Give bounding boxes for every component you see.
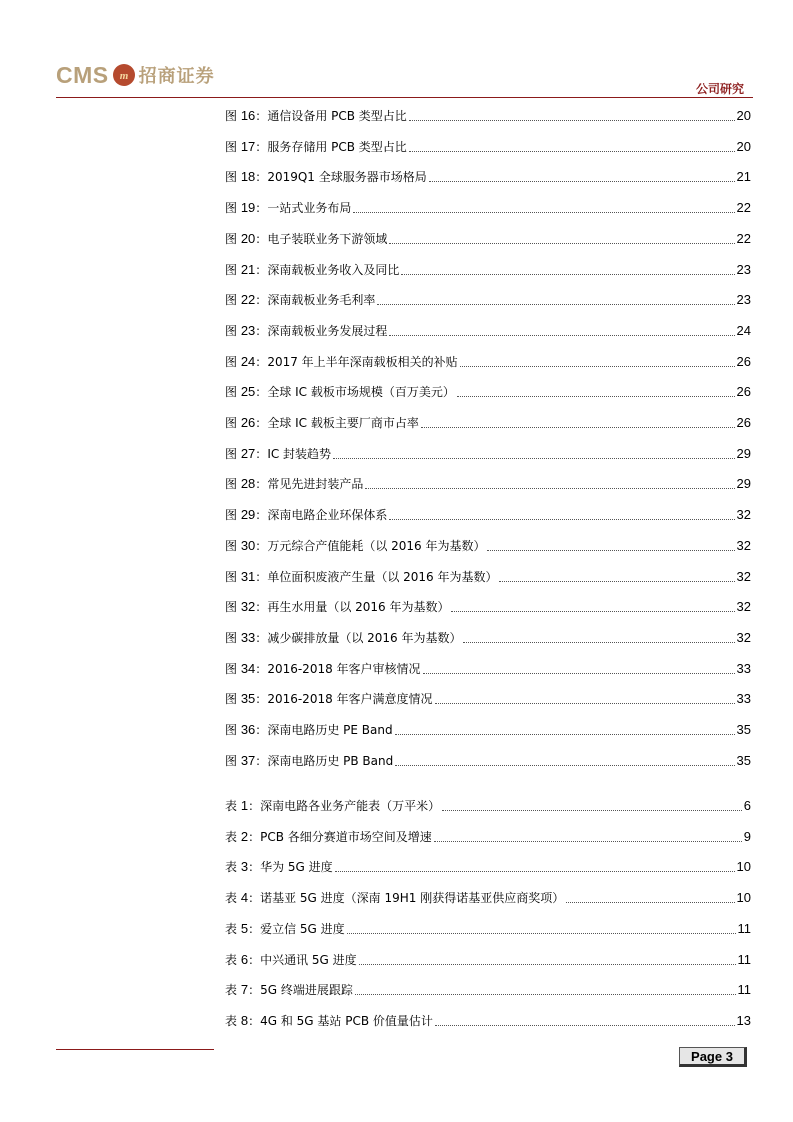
toc-entry[interactable] xyxy=(225,660,751,678)
toc-entry[interactable] xyxy=(225,889,751,907)
toc-entry-page: 29 xyxy=(736,445,751,461)
toc-entry-title: 单位面积废液产生量（以 2016 年为基数） xyxy=(267,569,498,584)
toc-entry-page: 6 xyxy=(743,798,751,813)
toc-entry-prefix: 表 xyxy=(225,799,241,813)
toc-entry-label: 表 3：华为 5G 进度 xyxy=(225,859,333,875)
toc-entry-page: 32 xyxy=(736,599,751,615)
toc-entry-number: 28 xyxy=(240,476,256,492)
toc-entry-title: 深南电路各业务产能表（万平米） xyxy=(260,799,441,813)
toc-entry-page: 33 xyxy=(736,691,751,707)
toc-entry-page: 33 xyxy=(736,660,751,676)
toc-entry-label: 图 29：深南电路企业环保体系 xyxy=(225,507,388,523)
toc-leader-dots xyxy=(401,274,734,275)
toc-entry-prefix: 图 xyxy=(225,569,241,584)
toc-entry-page: 10 xyxy=(736,859,751,875)
toc-leader-dots xyxy=(460,366,735,367)
toc-entry[interactable] xyxy=(225,230,751,248)
toc-entry-title: 全球 IC 载板市场规模（百万美元） xyxy=(267,385,455,400)
toc-entry-title: PCB 各细分赛道市场空间及增速 xyxy=(260,829,432,844)
toc-entry-label: 图 23：深南载板业务发展过程 xyxy=(225,322,388,338)
toc-entry[interactable] xyxy=(225,475,751,493)
toc-leader-dots xyxy=(435,1025,735,1026)
toc-entry[interactable] xyxy=(225,568,751,586)
toc-entry-page: 29 xyxy=(736,476,751,492)
toc-entry-page: 35 xyxy=(736,722,751,737)
toc-leader-dots xyxy=(353,212,734,213)
toc-entry-label: 图 28：常见先进封装产品 xyxy=(225,476,364,492)
toc-entry-page: 26 xyxy=(736,384,751,400)
toc-entry-number: 36 xyxy=(240,722,256,737)
toc-entry-title: 中兴通讯 5G 进度 xyxy=(260,952,357,967)
header-divider xyxy=(56,97,753,98)
toc-entry[interactable] xyxy=(225,797,751,815)
toc-leader-dots xyxy=(442,810,742,811)
toc-entry-title: 深南电路企业环保体系 xyxy=(267,508,388,523)
toc-entry-label: 图 26：全球 IC 载板主要厂商市占率 xyxy=(225,415,419,430)
toc-entry-label: 图 21：深南载板业务收入及同比 xyxy=(225,261,400,277)
toc-entry-page: 35 xyxy=(736,752,751,768)
toc-entry[interactable] xyxy=(225,138,751,156)
toc-leader-dots xyxy=(487,550,734,551)
toc-entry-title: IC 封装趋势 xyxy=(267,446,332,461)
toc-entry-prefix: 表 xyxy=(225,891,241,906)
toc-entry-number: 35 xyxy=(240,691,256,707)
toc-entry-label: 表 6：中兴通讯 5G 进度 xyxy=(225,951,357,967)
toc-entry-number: 31 xyxy=(240,568,256,584)
toc-entry[interactable] xyxy=(225,414,751,432)
toc-entry-prefix: 表 xyxy=(225,921,241,936)
toc-entry[interactable] xyxy=(225,383,751,401)
toc-entry-title: 2017 年上半年深南载板相关的补贴 xyxy=(267,354,458,369)
toc-leader-dots xyxy=(333,458,734,459)
toc-entry-number: 2 xyxy=(240,828,249,844)
toc-entry-label: 图 16：通信设备用 PCB 类型占比 xyxy=(225,108,407,123)
toc-entry-prefix: 图 xyxy=(225,723,241,737)
toc-entry-label: 图 33：减少碳排放量（以 2016 年为基数） xyxy=(225,629,462,645)
toc-entry-page: 10 xyxy=(736,890,751,906)
toc-entry-page: 11 xyxy=(737,920,751,936)
toc-entry[interactable] xyxy=(225,721,751,739)
toc-entry-number: 34 xyxy=(240,660,256,676)
toc-entry-label: 表 5：爱立信 5G 进度 xyxy=(225,920,345,936)
toc-entry-number: 6 xyxy=(240,951,249,967)
toc-entry-page: 20 xyxy=(736,108,751,123)
toc-entry-label: 表 8：4G 和 5G 基站 PCB 价值量估计 xyxy=(225,1012,433,1028)
toc-entry-number: 37 xyxy=(240,752,256,768)
toc-entry-number: 21 xyxy=(240,261,256,277)
toc-entry-page: 11 xyxy=(737,982,751,998)
toc-entry-title: 4G 和 5G 基站 PCB 价值量估计 xyxy=(260,1013,433,1028)
toc-entry-prefix: 图 xyxy=(225,600,241,615)
toc-entry-prefix: 图 xyxy=(225,293,241,308)
toc-entry-title: 2016-2018 年客户审核情况 xyxy=(267,661,421,676)
toc-entry-number: 25 xyxy=(240,384,256,400)
toc-entry-page: 23 xyxy=(736,261,751,277)
toc-entry-label: 图 35：2016-2018 年客户满意度情况 xyxy=(225,691,433,707)
toc-leader-dots xyxy=(395,765,734,766)
toc-entry-number: 7 xyxy=(240,982,249,998)
toc-entry-prefix: 图 xyxy=(225,170,241,185)
toc-entry-title: 5G 终端进展跟踪 xyxy=(260,983,353,998)
toc-entry-title: 华为 5G 进度 xyxy=(260,860,333,875)
toc-entry-prefix: 图 xyxy=(225,538,241,553)
toc-entry-prefix: 图 xyxy=(225,692,241,707)
toc-entry-page: 26 xyxy=(736,353,751,369)
toc-entry-page: 24 xyxy=(736,322,751,338)
toc-entry-title: 深南载板业务发展过程 xyxy=(267,323,388,338)
toc-entry-label: 图 27：IC 封装趋势 xyxy=(225,445,332,461)
toc-entry-prefix: 图 xyxy=(225,385,241,400)
toc-entry-title: 电子装联业务下游领域 xyxy=(267,231,388,246)
toc-entry-number: 19 xyxy=(240,200,256,216)
toc-entry-prefix: 图 xyxy=(225,354,241,369)
toc-entry-label: 图 32：再生水用量（以 2016 年为基数） xyxy=(225,599,450,615)
toc-leader-dots xyxy=(435,703,735,704)
toc-leader-dots xyxy=(409,151,735,152)
toc-entry-number: 32 xyxy=(240,599,256,615)
toc-leader-dots xyxy=(359,964,736,965)
toc-leader-dots xyxy=(389,519,734,520)
toc-entry-label: 表 2：PCB 各细分赛道市场空间及增速 xyxy=(225,828,432,844)
toc-entry[interactable] xyxy=(225,629,751,647)
toc-leader-dots xyxy=(395,734,735,735)
toc-leader-dots xyxy=(434,841,742,842)
toc-entry[interactable] xyxy=(225,752,751,770)
toc-leader-dots xyxy=(499,581,734,582)
toc-entry-prefix: 图 xyxy=(225,139,241,154)
toc-entry-label: 图 17：服务存储用 PCB 类型占比 xyxy=(225,138,407,154)
toc-entry-page: 32 xyxy=(736,568,751,584)
toc-leader-dots xyxy=(389,335,734,336)
toc-entry[interactable] xyxy=(225,322,751,340)
toc-entry[interactable] xyxy=(225,828,751,846)
toc-leader-dots xyxy=(421,427,735,428)
toc-entry-label: 图 24：2017 年上半年深南载板相关的补贴 xyxy=(225,353,458,369)
toc-entry[interactable] xyxy=(225,445,751,463)
toc-leader-dots xyxy=(347,933,736,934)
toc-entry-prefix: 表 xyxy=(225,829,241,844)
toc-leader-dots xyxy=(423,673,735,674)
toc-entry[interactable] xyxy=(225,951,751,969)
toc-leader-dots xyxy=(377,304,734,305)
toc-entry[interactable] xyxy=(225,168,751,186)
toc-entry-label: 图 19：一站式业务布局 xyxy=(225,200,352,216)
toc-leader-dots xyxy=(566,902,734,903)
toc-entry-label: 表 4：诺基亚 5G 进度（深南 19H1 刚获得诺基亚供应商奖项） xyxy=(225,890,565,906)
toc-entry-title: 全球 IC 载板主要厂商市占率 xyxy=(267,416,419,430)
toc-entry[interactable] xyxy=(225,291,751,309)
toc-entry-page: 26 xyxy=(736,415,751,430)
toc-leader-dots xyxy=(451,611,734,612)
toc-entry-title: 常见先进封装产品 xyxy=(267,477,364,492)
toc-entry-number: 30 xyxy=(240,537,256,553)
toc-entry-title: 一站式业务布局 xyxy=(267,201,352,216)
toc-entry-number: 5 xyxy=(240,920,249,936)
toc-entry-number: 27 xyxy=(240,445,256,461)
toc-entry[interactable] xyxy=(225,858,751,876)
toc-leader-dots xyxy=(335,871,735,872)
toc-entry-title: 深南载板业务毛利率 xyxy=(267,293,376,308)
toc-entry[interactable] xyxy=(225,598,751,616)
toc-entry-title: 通信设备用 PCB 类型占比 xyxy=(267,109,407,123)
toc-entry-number: 33 xyxy=(240,629,256,645)
toc-entry-title: 诺基亚 5G 进度（深南 19H1 刚获得诺基亚供应商奖项） xyxy=(260,891,565,906)
toc-leader-dots xyxy=(355,994,736,995)
toc-entry-prefix: 图 xyxy=(225,231,241,246)
toc-entry-page: 32 xyxy=(736,537,751,553)
toc-entry-title: 减少碳排放量（以 2016 年为基数） xyxy=(267,630,462,645)
toc-entry-label: 图 18：2019Q1 全球服务器市场格局 xyxy=(225,169,427,185)
logo-latin: CMS xyxy=(56,61,109,88)
toc-entry-label: 图 20：电子装联业务下游领域 xyxy=(225,230,388,246)
toc-leader-dots xyxy=(463,642,734,643)
toc-entry-page: 13 xyxy=(736,1012,751,1028)
toc-entry-page: 32 xyxy=(736,629,751,645)
toc-entry-prefix: 图 xyxy=(225,323,241,338)
toc-entry-prefix: 图 xyxy=(225,446,241,461)
toc-entry-label: 图 36：深南电路历史 PE Band xyxy=(225,722,393,737)
toc-entry[interactable] xyxy=(225,537,751,555)
section-label: 公司研究 xyxy=(695,82,744,96)
toc-entry[interactable] xyxy=(225,981,751,999)
svg-text:m: m xyxy=(119,70,128,82)
toc-entry-number: 23 xyxy=(240,322,256,338)
toc-entry-prefix: 图 xyxy=(225,477,241,492)
toc-entry-number: 8 xyxy=(240,1012,249,1028)
toc-entry-title: 2019Q1 全球服务器市场格局 xyxy=(267,170,427,185)
toc-entry-title: 万元综合产值能耗（以 2016 年为基数） xyxy=(267,538,486,553)
toc-entry-prefix: 图 xyxy=(225,201,241,216)
toc-entry-label: 表 1：深南电路各业务产能表（万平米） xyxy=(225,798,441,813)
toc-entry-prefix: 图 xyxy=(225,416,241,430)
toc-entry-label: 图 22：深南载板业务毛利率 xyxy=(225,292,376,308)
toc-entry-number: 20 xyxy=(240,230,256,246)
toc-leader-dots xyxy=(389,243,734,244)
toc-entry-title: 深南电路历史 PB Band xyxy=(267,753,394,768)
toc-entry-number: 29 xyxy=(240,507,256,523)
toc-entry-prefix: 图 xyxy=(225,109,241,123)
toc-entry-title: 深南电路历史 PE Band xyxy=(267,723,393,737)
toc-entry-number: 3 xyxy=(240,859,249,875)
toc-entry-number: 16 xyxy=(240,108,256,123)
toc-entry-number: 1 xyxy=(240,798,249,813)
toc-entry[interactable] xyxy=(225,920,751,938)
toc-entry[interactable] xyxy=(225,1012,751,1030)
logo-chinese: 招商证券 xyxy=(138,66,215,87)
logo-emblem-icon xyxy=(113,64,135,86)
company-logo xyxy=(56,62,215,88)
toc-entry-page: 32 xyxy=(736,507,751,523)
toc-entry-number: 24 xyxy=(240,353,256,369)
toc-entry-number: 4 xyxy=(240,890,249,906)
toc-entry-label: 图 30：万元综合产值能耗（以 2016 年为基数） xyxy=(225,537,486,553)
toc-entry-number: 17 xyxy=(240,138,256,154)
toc-entry-prefix: 表 xyxy=(225,1013,241,1028)
toc-entry-prefix: 图 xyxy=(225,661,241,676)
toc-entry-page: 21 xyxy=(736,169,751,185)
footer-divider xyxy=(56,1049,214,1050)
toc-entry-prefix: 表 xyxy=(225,983,241,998)
toc-entry[interactable] xyxy=(225,506,751,524)
toc-entry[interactable] xyxy=(225,353,751,371)
toc-entry-page: 20 xyxy=(736,138,751,154)
toc-entry-title: 2016-2018 年客户满意度情况 xyxy=(267,692,433,707)
toc-entry[interactable] xyxy=(225,690,751,708)
toc-entry-prefix: 图 xyxy=(225,753,241,768)
toc-entry-label: 图 31：单位面积废液产生量（以 2016 年为基数） xyxy=(225,568,498,584)
toc-entry[interactable] xyxy=(225,261,751,279)
toc-leader-dots xyxy=(409,120,735,121)
toc-entry-label: 图 37：深南电路历史 PB Band xyxy=(225,752,394,768)
toc-entry-title: 深南载板业务收入及同比 xyxy=(267,262,400,277)
toc-entry-prefix: 表 xyxy=(225,952,241,967)
toc-leader-dots xyxy=(457,396,735,397)
toc-entry-number: 22 xyxy=(240,292,256,308)
toc-entry-prefix: 图 xyxy=(225,262,241,277)
toc-entry-page: 11 xyxy=(737,951,751,967)
toc-entry-number: 18 xyxy=(240,169,256,185)
toc-entry-page: 9 xyxy=(743,828,751,844)
toc-entry-page: 23 xyxy=(736,292,751,308)
toc-entry-title: 再生水用量（以 2016 年为基数） xyxy=(267,600,450,615)
toc-entry-page: 22 xyxy=(736,230,751,246)
toc-entry[interactable] xyxy=(225,199,751,217)
toc-entry-page: 22 xyxy=(736,200,751,216)
toc-leader-dots xyxy=(365,488,734,489)
toc-entry-number: 26 xyxy=(240,415,256,430)
page-number: Page 3 xyxy=(679,1047,747,1067)
toc-entry-prefix: 图 xyxy=(225,508,241,523)
toc-entry-title: 爱立信 5G 进度 xyxy=(260,921,345,936)
toc-entry-prefix: 图 xyxy=(225,630,241,645)
toc-entry-label: 图 34：2016-2018 年客户审核情况 xyxy=(225,660,421,676)
toc-entry-label: 表 7：5G 终端进展跟踪 xyxy=(225,982,353,998)
toc-entry-prefix: 表 xyxy=(225,860,241,875)
toc-entry-label: 图 25：全球 IC 载板市场规模（百万美元） xyxy=(225,384,455,400)
toc-entry[interactable] xyxy=(225,107,751,125)
toc-entry-title: 服务存储用 PCB 类型占比 xyxy=(267,139,407,154)
toc-leader-dots xyxy=(429,181,735,182)
